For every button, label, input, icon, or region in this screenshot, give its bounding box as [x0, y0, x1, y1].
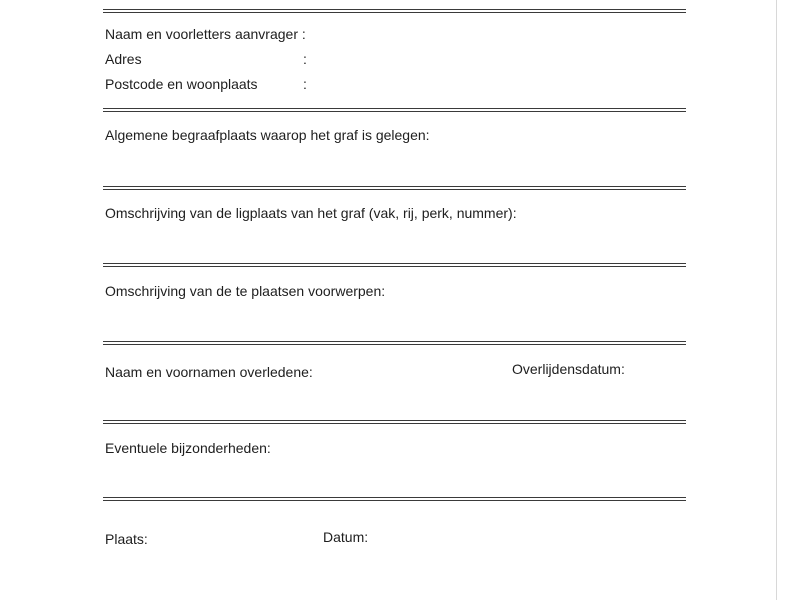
- signature-date-label: Datum:: [323, 529, 369, 545]
- section-divider: [103, 186, 686, 190]
- deceased-name-label: Naam en voornamen overledene:: [105, 364, 313, 380]
- section-divider: [103, 497, 686, 501]
- applicant-postal-colon: :: [303, 76, 307, 92]
- place-label: Plaats:: [105, 531, 148, 547]
- section-divider: [103, 420, 686, 424]
- section-divider: [103, 9, 686, 13]
- applicant-name-label: Naam en voorletters aanvrager :: [105, 26, 306, 42]
- section-divider: [103, 108, 686, 112]
- applicant-address-colon: :: [303, 51, 307, 67]
- section-divider: [103, 341, 686, 345]
- applicant-postal-label: Postcode en woonplaats: [105, 76, 258, 92]
- death-date-label: Overlijdensdatum:: [512, 361, 625, 377]
- objects-label: Omschrijving van de te plaatsen voorwerpen:: [105, 283, 386, 299]
- scan-edge: [776, 0, 777, 600]
- applicant-address-label: Adres: [105, 51, 142, 67]
- section-divider: [103, 263, 686, 267]
- cemetery-label: Algemene begraafplaats waarop het graf is gelegen:: [105, 127, 430, 143]
- particulars-label: Eventuele bijzonderheden:: [105, 440, 271, 456]
- grave-location-label: Omschrijving van de ligplaats van het graf (vak, rij, perk, nummer):: [105, 205, 517, 221]
